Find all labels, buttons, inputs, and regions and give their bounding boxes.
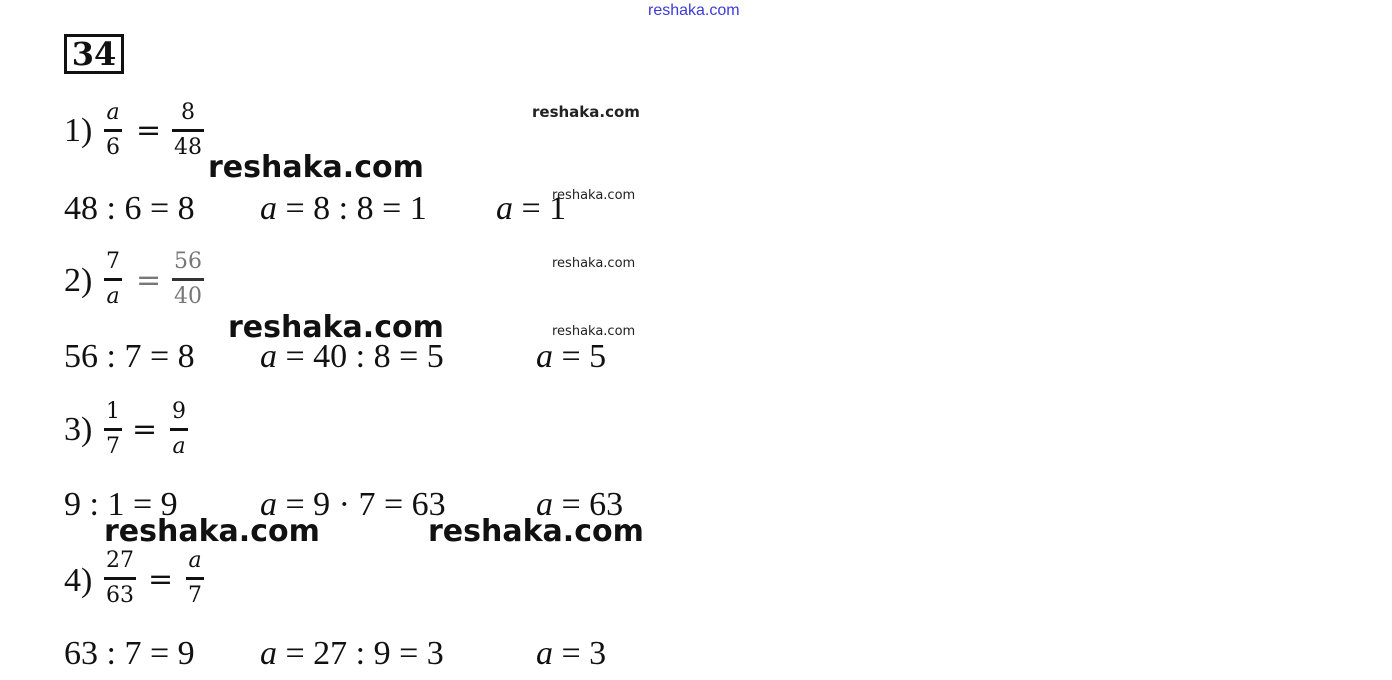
problem-3-lhs-fraction (104, 401, 122, 458)
problem-3-rhs-fraction (170, 401, 188, 458)
problem-2-step1: 56 : 7 = 8 (64, 338, 195, 375)
fraction-bar (104, 278, 122, 281)
watermark-small-2: reshaka.com (552, 188, 636, 203)
problem-2-step2-expr: = 40 : 8 = 5 (277, 338, 444, 375)
problem-4-rhs-numerator: a (188, 548, 202, 573)
fraction-bar (172, 129, 204, 132)
problem-3-lhs-numerator: 1 (106, 399, 120, 424)
problem-1-rhs-numerator: 8 (181, 100, 195, 125)
variable-a: a (260, 635, 277, 672)
problem-4-equals: = (148, 562, 174, 597)
watermark-small-3: reshaka.com (552, 256, 636, 271)
problem-1-step1: 48 : 6 = 8 (64, 190, 195, 227)
problem-4-lhs-numerator: 27 (106, 548, 134, 573)
problem-4-step1: 63 : 7 = 9 (64, 635, 195, 672)
watermark-small-1: reshaka.com (532, 103, 640, 121)
problem-2-rhs-fraction (172, 251, 204, 308)
problem-4-label: 4) (64, 562, 93, 599)
task-number: 34 (64, 34, 124, 74)
variable-a: a (260, 190, 277, 227)
problem-4-answer (536, 637, 606, 671)
fraction-bar (186, 577, 204, 580)
problem-2-step2 (260, 340, 444, 374)
problem-2-rhs-denominator: 40 (174, 284, 202, 309)
variable-a: a (260, 338, 277, 375)
problem-4-rhs-denominator: 7 (188, 583, 202, 608)
problem-3-label: 3) (64, 411, 93, 448)
problem-1-step2 (260, 192, 427, 226)
problem-1-label: 1) (64, 112, 93, 149)
problem-1-equals: = (136, 113, 162, 148)
problem-4-rhs-fraction (186, 550, 204, 607)
variable-a: a (496, 190, 513, 227)
watermark-big-1: reshaka.com (208, 150, 424, 185)
problem-2-answer-expr: = 5 (553, 338, 607, 375)
watermark-small-4: reshaka.com (552, 324, 636, 339)
variable-a: a (536, 486, 553, 523)
problem-3-equals: = (132, 412, 158, 447)
watermark-top: reshaka.com (648, 2, 740, 19)
problem-3-rhs-numerator: 9 (172, 399, 186, 424)
problem-1-lhs-numerator: a (106, 100, 120, 125)
problem-2-lhs-denominator: a (106, 284, 120, 309)
variable-a: a (536, 338, 553, 375)
problem-4-answer-expr: = 3 (553, 635, 607, 672)
fraction-bar (172, 278, 204, 281)
problem-4-lhs-denominator: 63 (106, 583, 134, 608)
problem-2-equals: = (136, 263, 162, 298)
problem-4-step2-expr: = 27 : 9 = 3 (277, 635, 444, 672)
watermark-big-4: reshaka.com (428, 514, 644, 549)
problem-1-rhs-fraction (172, 102, 204, 159)
watermark-big-2: reshaka.com (228, 310, 444, 345)
problem-4-lhs-fraction (104, 550, 136, 607)
problem-3-lhs-denominator: 7 (106, 434, 120, 459)
problem-2-answer (536, 340, 606, 374)
problem-3-answer-expr: = 63 (553, 486, 624, 523)
fraction-bar (104, 129, 122, 132)
problem-3-step2-expr: = 9 · 7 = 63 (277, 486, 446, 523)
fraction-bar (170, 428, 188, 431)
problem-1-answer-expr: = 1 (513, 190, 567, 227)
problem-3-step1: 9 : 1 = 9 (64, 486, 178, 523)
variable-a: a (536, 635, 553, 672)
fraction-bar (104, 428, 122, 431)
problem-2-lhs-fraction (104, 251, 122, 308)
problem-2-rhs-numerator: 56 (174, 249, 202, 274)
problem-1-lhs-fraction (104, 102, 122, 159)
problem-1-step2-expr: = 8 : 8 = 1 (277, 190, 427, 227)
watermark-big-3: reshaka.com (104, 514, 320, 549)
problem-3-rhs-denominator: a (172, 434, 186, 459)
problem-1-lhs-denominator: 6 (106, 135, 120, 160)
fraction-bar (104, 577, 136, 580)
problem-1-rhs-denominator: 48 (174, 135, 202, 160)
problem-2-lhs-numerator: 7 (106, 249, 120, 274)
variable-a: a (260, 486, 277, 523)
problem-2-label: 2) (64, 262, 93, 299)
problem-4-step2 (260, 637, 444, 671)
